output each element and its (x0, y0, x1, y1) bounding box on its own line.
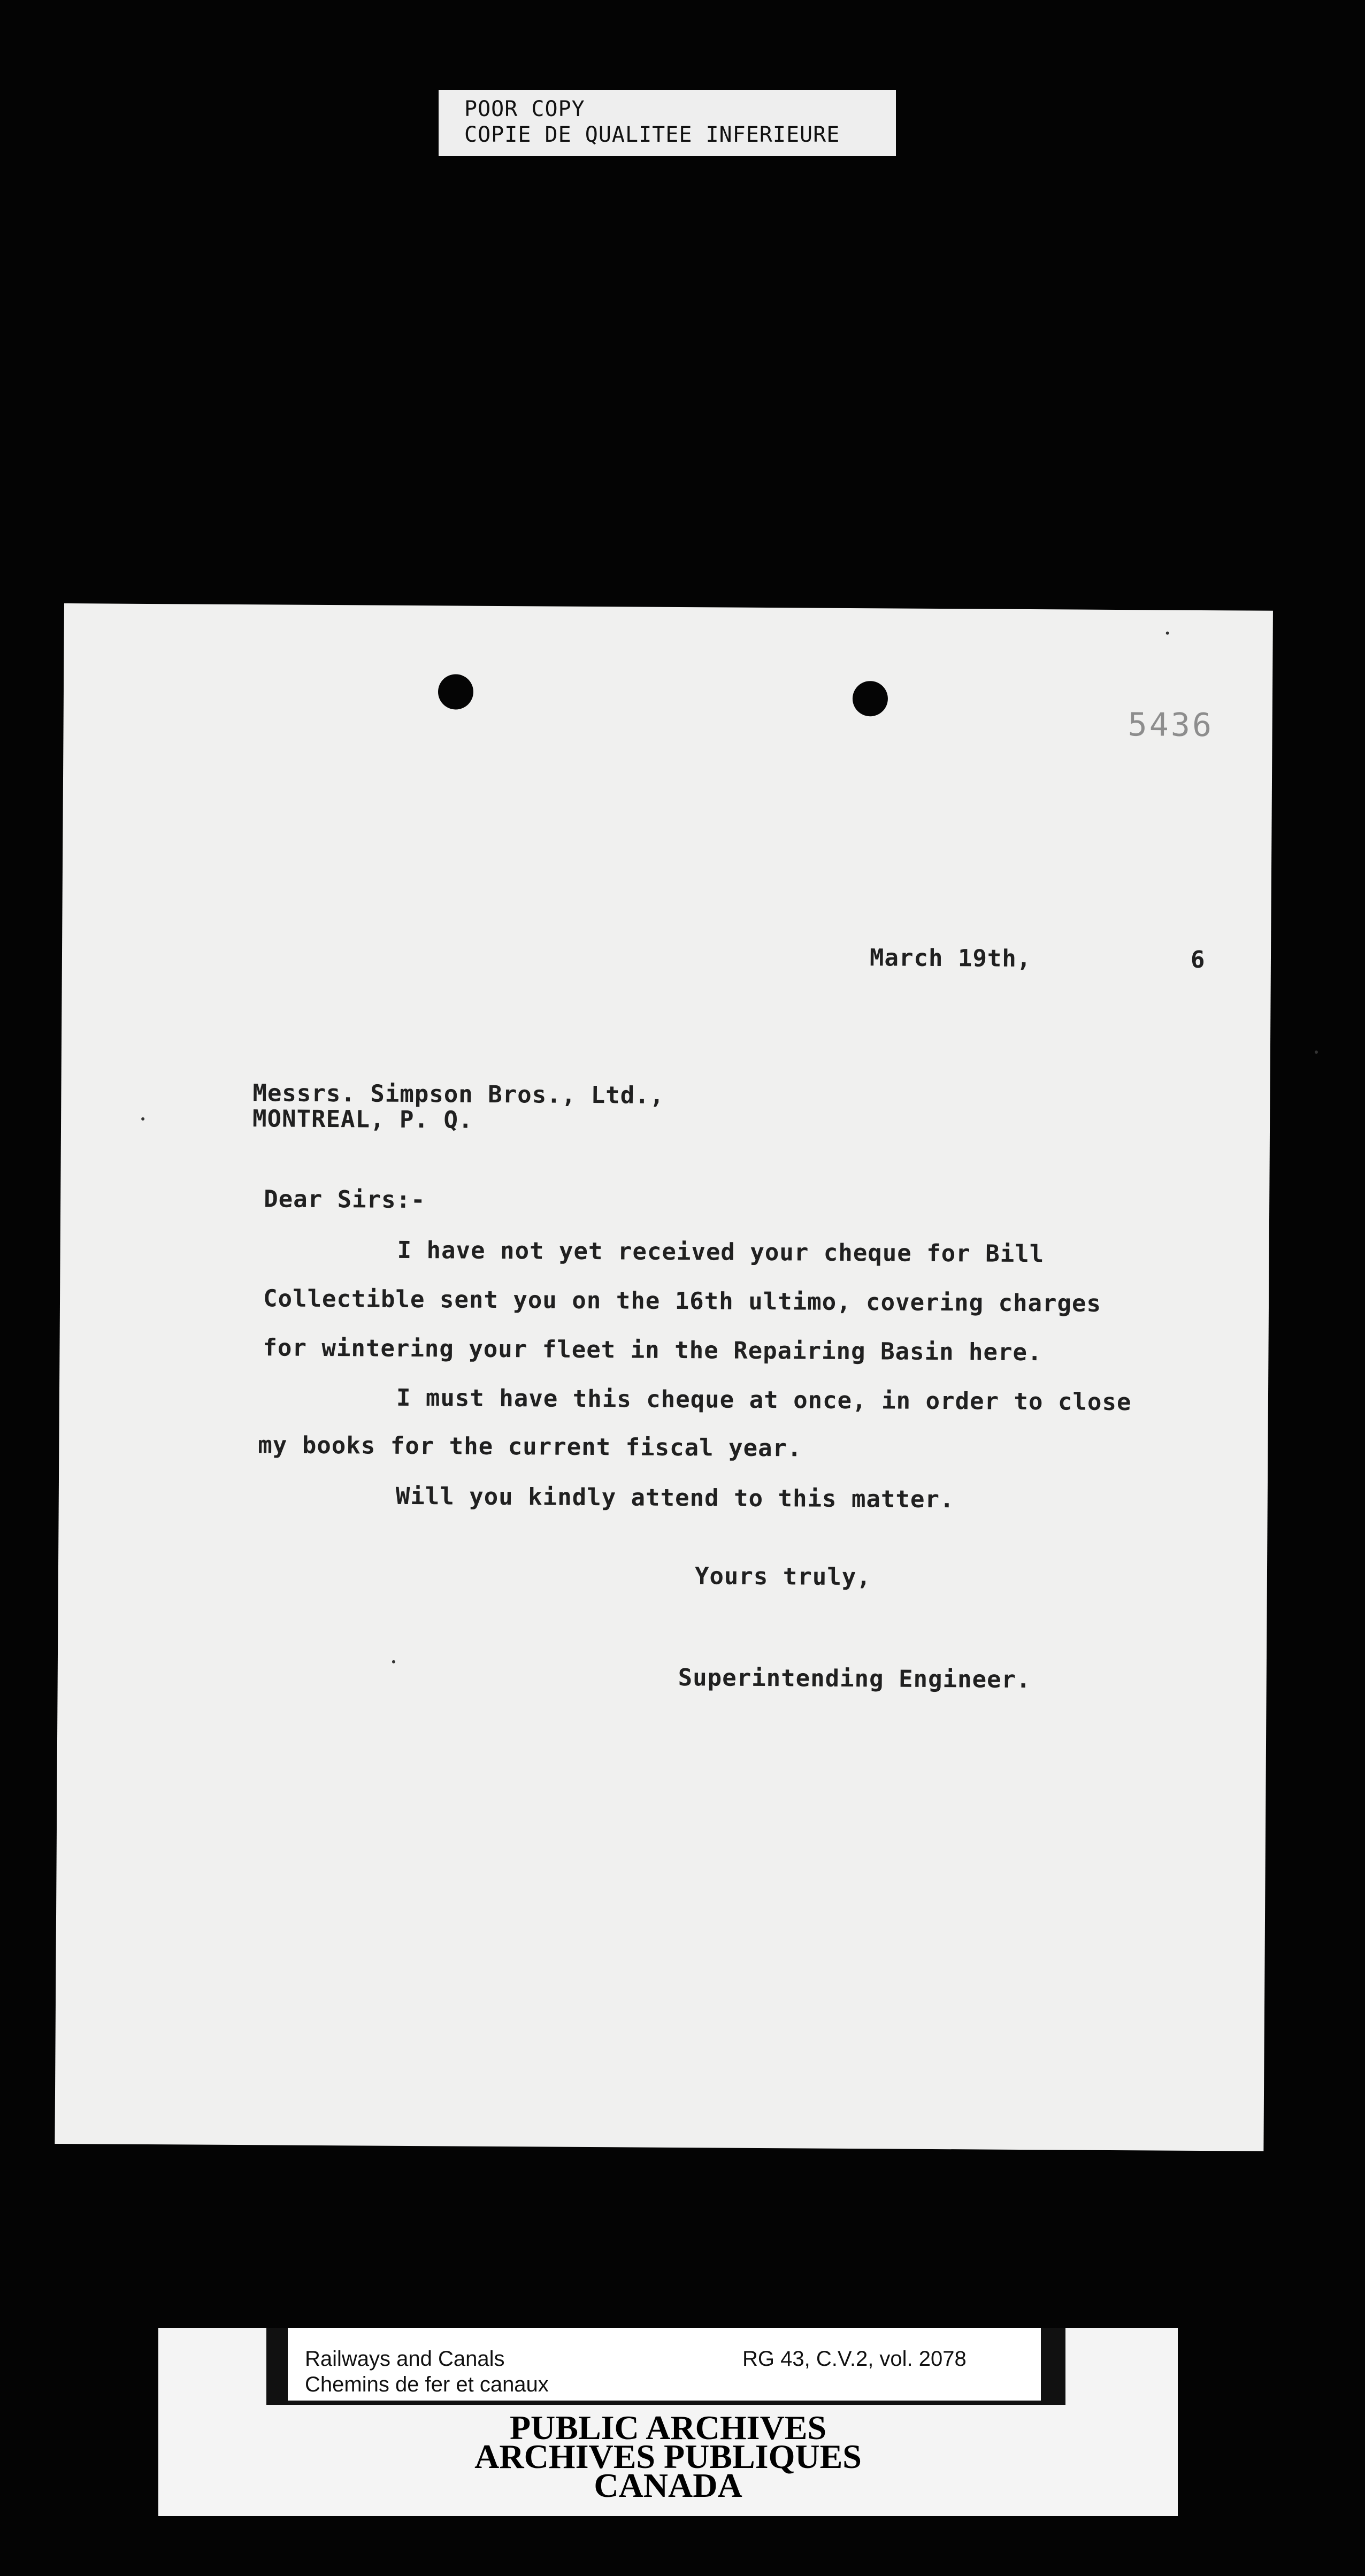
closing: Yours truly, (694, 1562, 871, 1591)
paper-speck (141, 1117, 144, 1121)
archives-title-country: CANADA (594, 2466, 742, 2504)
letter-date-suffix: 6 (1190, 946, 1206, 974)
poor-copy-line-en: POOR COPY (464, 97, 585, 121)
fonds-french: Chemins de fer et canaux (305, 2373, 549, 2396)
paper-speck (392, 1660, 395, 1663)
fonds-english: Railways and Canals (305, 2347, 505, 2371)
letter-date: March 19th, (869, 944, 1032, 973)
letter-sheet (55, 603, 1273, 2151)
punch-hole-left (438, 674, 473, 709)
scan-speck (1315, 1051, 1318, 1054)
body-line: Will you kindly attend to this matter. (395, 1482, 955, 1514)
body-line: for wintering your fleet in the Repairing Basin here. (263, 1334, 1042, 1367)
footer-bar-left (266, 2328, 288, 2403)
body-line: I must have this cheque at once, in order to close (396, 1384, 1132, 1416)
footer-bar-right (1041, 2328, 1065, 2403)
punch-hole-right (853, 681, 888, 716)
archive-reference: RG 43, C.V.2, vol. 2078 (742, 2347, 967, 2371)
footer-divider (266, 2401, 1065, 2405)
archives-title-en: PUBLIC ARCHIVES (509, 2409, 827, 2447)
body-line: my books for the current fiscal year. (258, 1431, 802, 1462)
salutation: Dear Sirs:- (264, 1185, 426, 1214)
body-line: I have not yet received your cheque for Bill (397, 1236, 1045, 1268)
archives-title-fr: ARCHIVES PUBLIQUES (474, 2437, 862, 2475)
body-line: Collectible sent you on the 16th ultimo, covering charges (263, 1285, 1102, 1317)
poor-copy-label (439, 90, 896, 156)
recipient-city: MONTREAL, P. Q. (252, 1105, 473, 1134)
archives-title (158, 2409, 1178, 2504)
recipient-name: Messrs. Simpson Bros., Ltd., (252, 1079, 665, 1109)
paper-speck (1166, 632, 1169, 635)
poor-copy-line-fr: COPIE DE QUALITEE INFERIEURE (464, 122, 840, 147)
page-number: 5436 (1128, 706, 1214, 745)
signature-title: Superintending Engineer. (678, 1664, 1031, 1694)
